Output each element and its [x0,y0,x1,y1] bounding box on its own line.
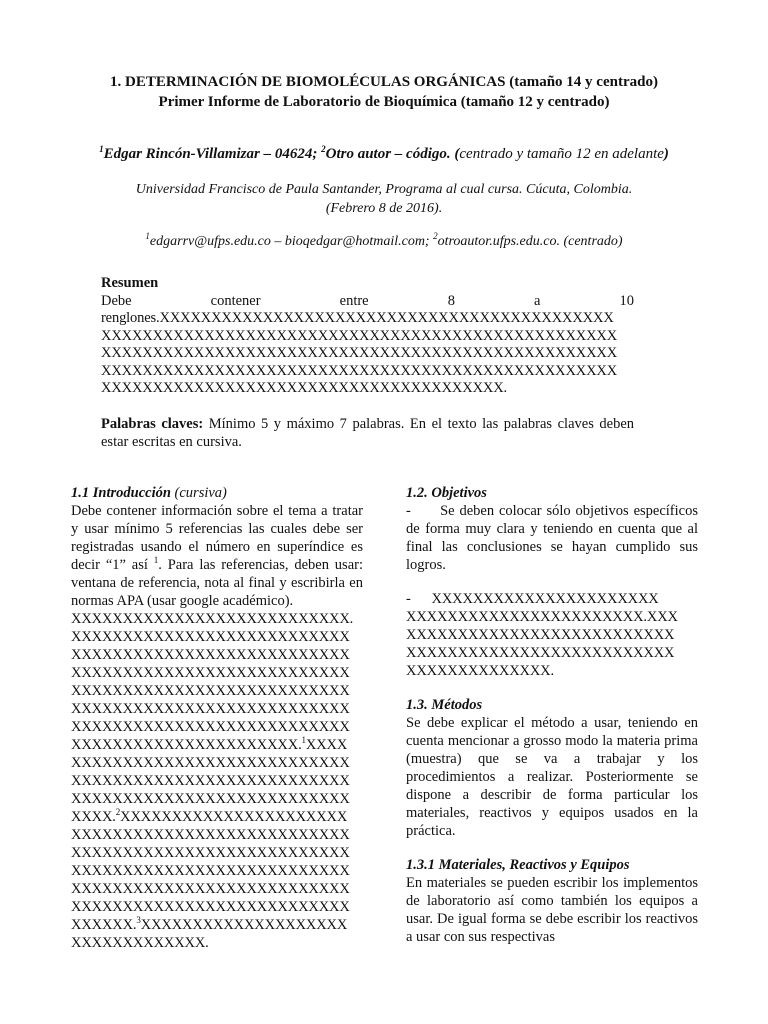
authors-close: ) [663,146,669,162]
intro-x-line: XXXXXXXXXXXXXXXXXXXXXXXXXXX [71,773,350,789]
intro-x-line: XXXXXXXXXXXXXXXXXXXXXXXXXXX [71,881,350,897]
x-segment: XXXX [305,737,348,753]
abstract-heading: Resumen [101,275,159,291]
intro-x-line: XXXXXXXXXXXXXXXXXXXXXXXXXXX [71,845,350,861]
intro-x-line: XXXXXXXXXXXXXXXXXXXXXXXXXXX [71,827,350,843]
objectives-x-line: XXXXXXXXXXXXXXXXXXXXXXXXXX [406,645,675,661]
affiliation [60,180,708,218]
emails-line [40,232,728,251]
intro-x-line-ref2 [71,808,363,826]
intro-x-line: XXXXXXXXXXXXXXXXXXXXXXXXXXX [71,683,350,699]
abstract-first-line [101,293,634,311]
x-segment: XXXXXX. [71,917,137,933]
intro-x-line: XXXXXXXXXXXXXXXXXXXXXXXXXXX [71,791,350,807]
x-segment: XXXXXXXXXXXXXXXXXXXX [140,917,348,933]
intro-heading-text: 1.1 Introducción [71,485,171,501]
right-column [406,484,702,946]
intro-x-line: XXXXXXXXXXXXXXXXXXXXXXXXXXX [71,665,350,681]
ref-sup-3: 3 [136,916,141,925]
ref-sup-1: 1 [301,736,306,745]
intro-x-line: XXXXXXXXXXXXXXXXXXXXXXXXXXX [71,701,350,717]
left-column [71,484,363,952]
intro-heading-note: (cursiva) [170,485,227,501]
abstract-word: entre [339,292,369,309]
intro-x-line-ref1 [71,736,363,754]
abstract-line: XXXXXXXXXXXXXXXXXXXXXXXXXXXXXXXXXXXXXXXXXXXXXXXXXX [101,362,618,379]
abstract-line: XXXXXXXXXXXXXXXXXXXXXXXXXXXXXXXXXXXXXXXXXXXXXXXXXX [101,327,618,344]
objectives-text: - Se deben colocar sólo objetivos específicos de forma muy clara y teniendo en cuenta que al final las conclusiones se hayan cumplido sus logros. [406,503,702,573]
affiliation-date: (Febrero 8 de 2016). [325,201,443,216]
materials-heading: 1.3.1 Materiales, Reactivos y Equipos [406,857,630,873]
email1-sup: 1 [145,231,150,241]
abstract-word: contener [210,292,261,309]
intro-x-line: XXXXXXXXXXXXXXXXXXXXXXXXXXX. [71,611,354,627]
author1: Edgar Rincón-Villamizar – 04624; [103,146,322,162]
intro-x-line-end: XXXXXXXXXXXXX. [71,935,209,951]
intro-x-line: XXXXXXXXXXXXXXXXXXXXXXXXXXX [71,719,350,735]
document-title [40,72,728,112]
intro-x-line: XXXXXXXXXXXXXXXXXXXXXXXXXXX [71,863,350,879]
objectives-heading: 1.2. Objetivos [406,485,487,501]
objectives-x-line: XXXXXXXXXXXXXXXXXXXXXXX.XXX [406,609,678,625]
materials-text: En materiales se pueden escribir los implementos de laboratorio así como también los equipos a usar. De igual forma se debe escribir los reactivos a usar con sus respectivas [406,875,698,945]
abstract-word: Debe [101,292,132,309]
methods-heading: 1.3. Métodos [406,697,483,713]
intro-x-line: XXXXXXXXXXXXXXXXXXXXXXXXXXX [71,899,350,915]
objectives-x-line: XXXXXXXXXXXXXXXXXXXXXXXXXX [406,627,675,643]
intro-sup: 1 [153,555,159,565]
authors-line [40,144,728,164]
authors-note: centrado y tamaño 12 en adelante [459,146,664,162]
author1-sup: 1 [99,144,104,154]
author2-sup: 2 [321,144,326,154]
ref-sup-2: 2 [115,808,121,817]
abstract-section [101,275,634,398]
abstract-word: 8 [447,292,455,309]
methods-text: Se debe explicar el método a usar, teniendo en cuenta mencionar a grosso modo la materia prima (muestra) que se va a trabajar y los procedimientos a realizar. Posteriormente se dispone a describir de forma particular los materiales, reactivos y equipos usados en la práctica. [406,715,698,839]
intro-x-line: XXXXXXXXXXXXXXXXXXXXXXXXXXX [71,755,350,771]
keywords-paragraph [101,416,634,451]
intro-x-line: XXXXXXXXXXXXXXXXXXXXXXXXXXX [71,647,350,663]
title-line-1: 1. DETERMINACIÓN DE BIOMOLÉCULAS ORGÁNICAS (tamaño 14 y centrado) [110,74,658,90]
title-line-2: Primer Informe de Laboratorio de Bioquímica (tamaño 12 y centrado) [158,94,610,110]
intro-x-line-ref3 [71,916,363,934]
author2: Otro autor – código. ( [325,146,460,162]
abstract-line: XXXXXXXXXXXXXXXXXXXXXXXXXXXXXXXXXXXXXXXXXXXXXXXXXX [101,345,618,361]
email1-text: edgarrv@ufps.edu.co – bioqedgar@hotmail.com; [149,234,434,249]
abstract-line: renglones.XXXXXXXXXXXXXXXXXXXXXXXXXXXXXXXXXXXXXXXXXXXX [101,310,614,326]
affiliation-line-1: Universidad Francisco de Paula Santander, Programa al cual cursa. Cúcuta, Colombia. [135,182,633,197]
intro-x-line: XXXXXXXXXXXXXXXXXXXXXXXXXXX [71,629,350,645]
objectives-x-line: - XXXXXXXXXXXXXXXXXXXXXX [406,591,659,607]
abstract-line: XXXXXXXXXXXXXXXXXXXXXXXXXXXXXXXXXXXXXXX. [101,380,508,396]
intro-heading [71,484,363,502]
abstract-word: a [534,292,541,309]
x-segment: XXXX. [71,809,116,825]
abstract-word: 10 [619,292,634,309]
keywords-label: Palabras claves: [101,416,204,432]
email2-text: otroautor.ufps.edu.co. (centrado) [437,234,623,249]
intro-paragraph [71,502,363,610]
x-segment: XXXXXXXXXXXXXXXXXXXXXX [120,809,348,825]
intro-text: Debe contener información sobre el tema a tratar y usar mínimo 5 referencias las cuales debe ser registradas usando el número en superíndice es decir “1” así [71,503,363,573]
intro-text-2: . Para las referencias, deben usar: ventana de referencia, nota al final y escribirla en normas APA (usar google académico). [71,557,363,609]
email2-sup: 2 [433,231,438,241]
x-segment: XXXXXXXXXXXXXXXXXXXXXX. [71,737,302,753]
objectives-x-line: XXXXXXXXXXXXXX. [406,663,554,679]
keywords-text: Mínimo 5 y máximo 7 palabras. En el texto las palabras claves deben estar escritas en cursiva. [101,416,635,450]
